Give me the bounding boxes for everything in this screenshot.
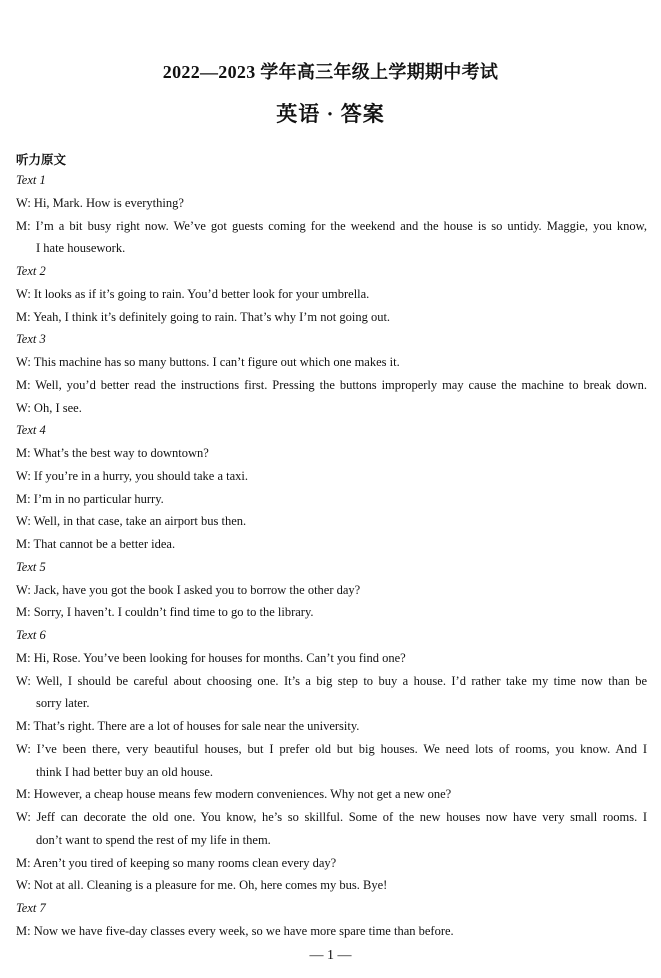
dialogue-line: M: What’s the best way to downtown?: [16, 446, 209, 460]
text-label: Text 1: [16, 173, 46, 187]
dialogue-line: M: I’m in no particular hurry.: [16, 491, 164, 506]
dialogue-line: M: That’s right. There are a lot of houses for sale near the university.: [16, 719, 360, 733]
dialogue-line: M: Hi, Rose. You’ve been looking for houses for months. Can’t you find one?: [16, 650, 406, 665]
text-label: Text 2: [16, 264, 46, 278]
dialogue-line: W: It looks as if it’s going to rain. You’d better look for your umbrella.: [16, 286, 370, 301]
dialogue-line: M: However, a cheap house means few modern conveniences. Why not get a new one?: [16, 787, 452, 802]
dialogue-continuation: sorry later.: [36, 696, 90, 711]
dialogue-continuation: think I had better buy an old house.: [36, 764, 214, 779]
dialogue-line: W: If you’re in a hurry, you should take a taxi.: [16, 468, 248, 483]
dialogue-line: W: Jack, have you got the book I asked you to borrow the other day?: [16, 582, 361, 597]
dialogue-line: W: Well, I should be careful about choosing one. It’s a big step to buy a house. I’d rather take my time now than be: [16, 673, 647, 688]
dialogue-line: W: Not at all. Cleaning is a pleasure for me. Oh, here comes my bus. Bye!: [16, 878, 388, 893]
text-label: Text 7: [16, 901, 46, 915]
section-title: 听力原文: [16, 152, 67, 167]
dialogue-line: M: Well, you’d better read the instructions first. Pressing the buttons improperly may cause the machine to break down.: [16, 377, 647, 392]
dialogue-line: W: I’ve been there, very beautiful houses, but I prefer old but big houses. We need lots of rooms, you know. And I: [16, 741, 647, 756]
text-label: Text 5: [16, 559, 46, 574]
text-label: Text 6: [16, 628, 46, 642]
dialogue-line: W: This machine has so many buttons. I can’t figure out which one makes it.: [16, 355, 400, 369]
dialogue-continuation: don’t want to spend the rest of my life in them.: [36, 832, 271, 847]
page-number: — 1 —: [309, 948, 352, 963]
dialogue-line: W: Well, in that case, take an airport bus then.: [16, 514, 247, 529]
dialogue-line: M: I’m a bit busy right now. We’ve got guests coming for the weekend and the house is so untidy. Maggie, you know,: [16, 218, 647, 233]
dialogue-line: M: That cannot be a better idea.: [16, 537, 176, 551]
dialogue-line: M: Yeah, I think it’s definitely going to rain. That’s why I’m not going out.: [16, 309, 391, 324]
dialogue-line: W: Oh, I see.: [16, 400, 82, 415]
exam-title: 2022—2023 学年高三年级上学期期中考试: [162, 62, 499, 82]
exam-subtitle: 英语 · 答案: [276, 102, 385, 126]
dialogue-line: W: Hi, Mark. How is everything?: [16, 195, 184, 210]
text-label: Text 4: [16, 423, 46, 438]
dialogue-line: M: Sorry, I haven’t. I couldn’t find time to go to the library.: [16, 605, 314, 620]
dialogue-line: W: Jeff can decorate the old one. You know, he’s so skillful. Some of the new houses now have very small rooms. I: [16, 810, 647, 824]
dialogue-line: M: Now we have five-day classes every week, so we have more spare time than before.: [16, 923, 454, 938]
text-label: Text 3: [16, 332, 46, 347]
dialogue-continuation: I hate housework.: [36, 241, 126, 256]
dialogue-line: M: Aren’t you tired of keeping so many rooms clean every day?: [16, 855, 337, 870]
